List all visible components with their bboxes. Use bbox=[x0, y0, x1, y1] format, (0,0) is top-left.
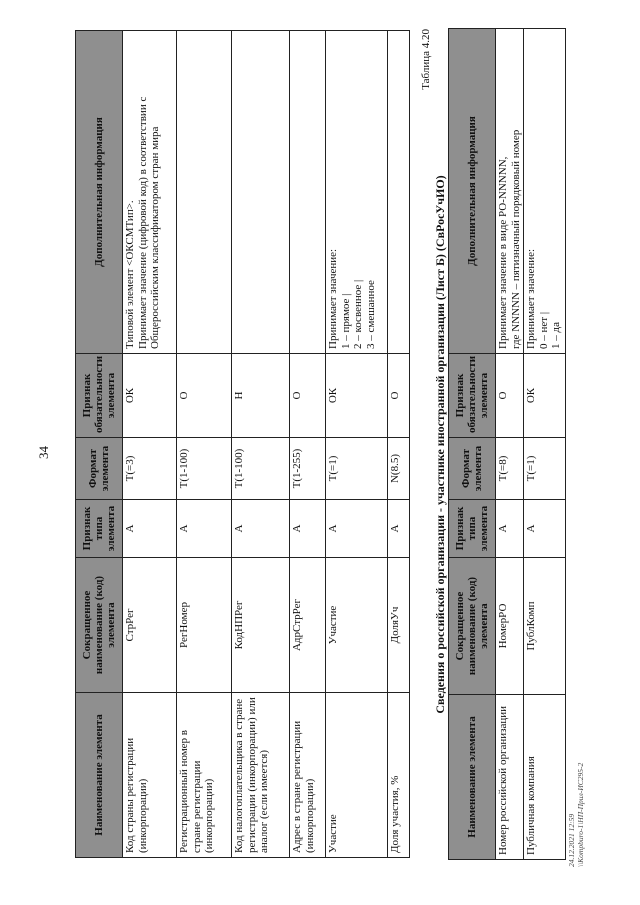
col-header-format: Формат элемента bbox=[449, 438, 496, 500]
cell-code: ДоляУч bbox=[388, 558, 410, 693]
cell-required: О bbox=[388, 354, 410, 438]
cell-format: N(8.5) bbox=[388, 438, 410, 500]
cell-info bbox=[290, 31, 326, 354]
print-stamp: 24.12.2021 12:59 \\Kompburo-1\НП-Прил-ИС295-2 bbox=[567, 762, 585, 867]
page-number: 34 bbox=[36, 446, 51, 459]
cell-format: T(=1) bbox=[326, 438, 388, 500]
cell-required: О bbox=[177, 354, 232, 438]
cell-code: ПублКомп bbox=[524, 558, 566, 695]
table-header-row bbox=[449, 29, 496, 860]
table-number: Таблица 4.20 bbox=[420, 29, 432, 90]
cell-name: Участие bbox=[326, 693, 388, 858]
cell-info bbox=[177, 31, 232, 354]
cell-code: КодНПРег bbox=[232, 558, 290, 693]
cell-name: Публичная компания bbox=[524, 695, 566, 860]
cell-required: ОК bbox=[123, 354, 177, 438]
cell-required: ОК bbox=[326, 354, 388, 438]
cell-format: T(1-100) bbox=[232, 438, 290, 500]
cell-type: А bbox=[388, 500, 410, 558]
cell-info bbox=[232, 31, 290, 354]
cell-code: НомерРО bbox=[496, 558, 524, 695]
table-header-row bbox=[76, 31, 123, 858]
cell-type: А bbox=[290, 500, 326, 558]
cell-info: Принимает значение: 1 – прямое | 2 – косвенное | 3 – смешанное bbox=[326, 31, 388, 354]
cell-type: А bbox=[232, 500, 290, 558]
col-header-info: Дополнительная информация bbox=[76, 31, 123, 354]
cell-name: Номер российской организации bbox=[496, 695, 524, 860]
cell-required: ОК bbox=[524, 354, 566, 438]
cell-code: СтрРег bbox=[123, 558, 177, 693]
col-header-name: Наименование элемента bbox=[449, 695, 496, 860]
cell-info: Типовой элемент <ОКСМТип>. Принимает значение (цифровой код) в соответствии с Общероссийским классификатором стран мира bbox=[123, 31, 177, 354]
cell-type: А bbox=[326, 500, 388, 558]
cell-format: T(1-100) bbox=[177, 438, 232, 500]
col-header-type: Признак типа элемента bbox=[449, 500, 496, 558]
cell-name: Код налогоплательщика в стране регистрации (инкорпорации) или аналог (если имеется) bbox=[232, 693, 290, 858]
table-row bbox=[524, 29, 566, 860]
cell-format: T(1-255) bbox=[290, 438, 326, 500]
col-header-required: Признак обязательности элемента bbox=[76, 354, 123, 438]
table-row bbox=[388, 31, 410, 858]
cell-name: Регистрационный номер в стране регистрации (инкорпорации) bbox=[177, 693, 232, 858]
russian-org-table bbox=[448, 28, 566, 860]
table-row bbox=[290, 31, 326, 858]
cell-required: О bbox=[290, 354, 326, 438]
cell-info: Принимает значение в виде РО-NNNNN, где NNNNN – пятизначный порядковый номер bbox=[496, 29, 524, 354]
cell-type: А bbox=[496, 500, 524, 558]
cell-info: Принимает значение: 0 – нет | 1 – да bbox=[524, 29, 566, 354]
table-row bbox=[496, 29, 524, 860]
table-row bbox=[123, 31, 177, 858]
col-header-required: Признак обязательности элемента bbox=[449, 354, 496, 438]
cell-format: T(=1) bbox=[524, 438, 566, 500]
col-header-format: Формат элемента bbox=[76, 438, 123, 500]
cell-info bbox=[388, 31, 410, 354]
table-row bbox=[326, 31, 388, 858]
cell-name: Доля участия, % bbox=[388, 693, 410, 858]
table-title: Сведения о российской организации - участнике иностранной организации (Лист Б) (СвРосУчИО) bbox=[433, 175, 447, 714]
col-header-name: Наименование элемента bbox=[76, 693, 123, 858]
cell-type: А bbox=[123, 500, 177, 558]
cell-format: T(=3) bbox=[123, 438, 177, 500]
cell-code: РегНомер bbox=[177, 558, 232, 693]
table-row bbox=[177, 31, 232, 858]
cell-required: Н bbox=[232, 354, 290, 438]
table-row bbox=[232, 31, 290, 858]
cell-required: О bbox=[496, 354, 524, 438]
col-header-info: Дополнительная информация bbox=[449, 29, 496, 354]
cell-name: Код страны регистрации (инкорпорации) bbox=[123, 693, 177, 858]
cell-type: А bbox=[524, 500, 566, 558]
cell-name: Адрес в стране регистрации (инкорпорации) bbox=[290, 693, 326, 858]
cell-type: А bbox=[177, 500, 232, 558]
col-header-code: Сокращенное наименование (код) элемента bbox=[76, 558, 123, 693]
cell-format: T(=8) bbox=[496, 438, 524, 500]
cell-code: АдрСтрРег bbox=[290, 558, 326, 693]
cell-code: Участие bbox=[326, 558, 388, 693]
col-header-code: Сокращенное наименование (код) элемента bbox=[449, 558, 496, 695]
elements-table-continued bbox=[75, 30, 410, 858]
col-header-type: Признак типа элемента bbox=[76, 500, 123, 558]
